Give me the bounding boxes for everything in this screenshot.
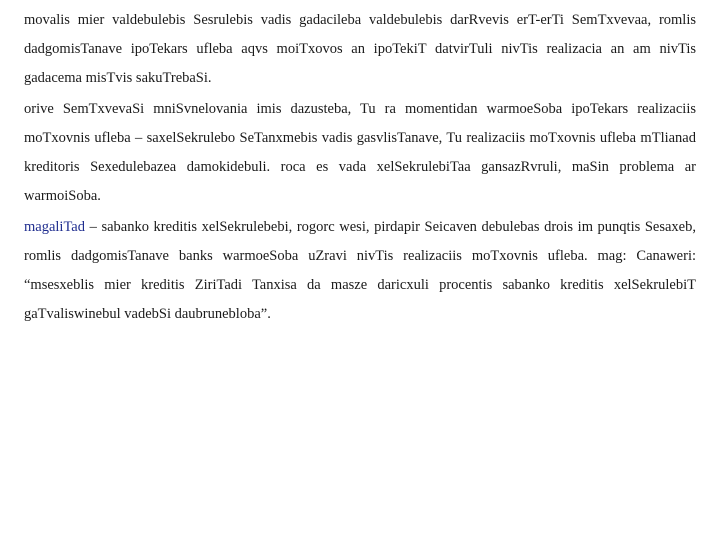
paragraph-2 (24, 95, 696, 211)
paragraph-1-text: movalis mier valdebulebis Sesrulebis vadis gadacileba valdebulebis darRvevis erT-erTi SemTxvevaa, romlis dadgomisTanave ipoTekars ufleba aqvs moiTxovos an ipoTekiT datvirTuli nivTis realizacia an am nivTis gadacema misTvis sakuTrebaSi. (24, 12, 696, 86)
paragraph-3-text: – sabanko kreditis xelSekrulebebi, rogorc wesi, pirdapir Seicaven debulebas drois im punqtis Sesaxeb, romlis dadgomisTanave banks warmoeSoba uZravi nivTis realizaciis moTxovnis ufleba. mag: Canaweri: “msesxeblis mier kreditis ZiriTadi Tanxisa da masze daricxuli procentis sabanko kreditis xelSekrulebiT gaTvaliswinebul vadebSi daubrunebloba”. (24, 219, 696, 322)
paragraph-3-term: magaliTad (24, 219, 85, 235)
paragraph-1 (24, 6, 696, 93)
paragraph-3 (24, 213, 696, 329)
paragraph-2-text: orive SemTxvevaSi mniSvnelovania imis dazusteba, Tu ra momentidan warmoeSoba ipoTekars realizaciis moTxovnis ufleba – saxelSekrulebo SeTanxmebis vadis gasvlisTanave, Tu realizaciis moTxovnis ufleba mTlianad kreditoris Sexedulebazea damokidebuli. roca es vada xelSekrulebiTaa gansazRvruli, maSin problema ar warmoiSoba. (24, 101, 696, 204)
